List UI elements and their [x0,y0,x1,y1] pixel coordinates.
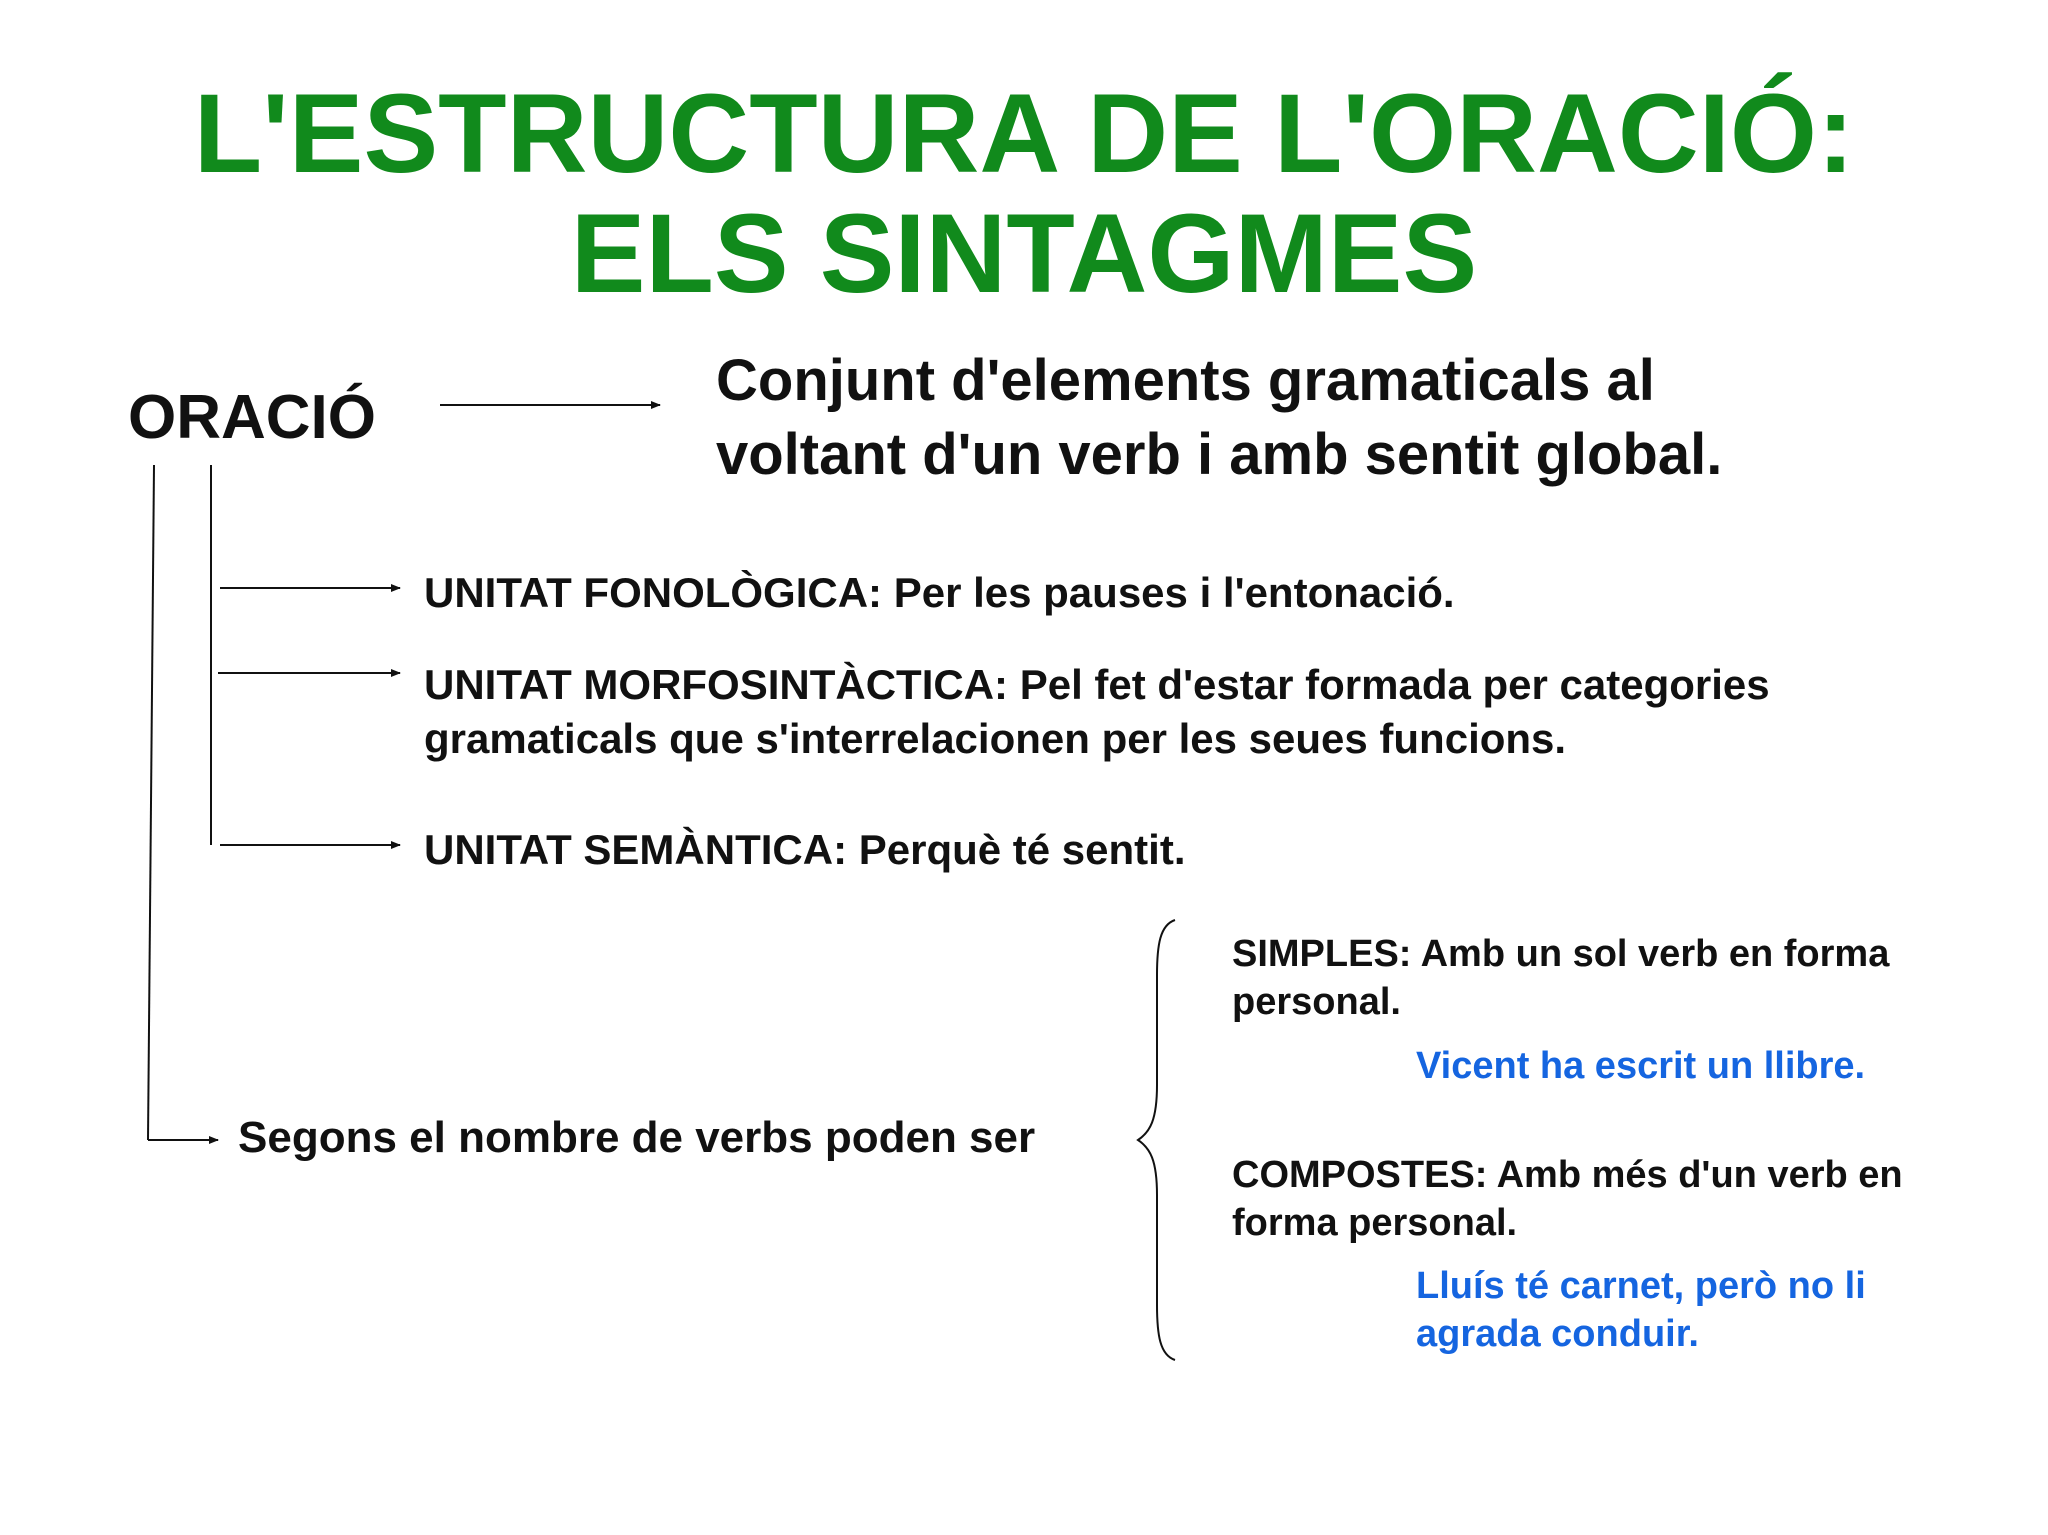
unit-morfosintactica [424,658,1770,766]
unit-fonologica [424,566,1455,620]
compostes-block [1232,1151,1903,1247]
simples-block [1232,930,1889,1026]
compostes-line-2: forma personal. [1232,1202,1518,1244]
segons-label: Segons el nombre de verbs poden ser [238,1113,1036,1162]
unit-semantica [424,823,1185,877]
unit-morfosintactica-label: UNITAT MORFOSINTÀCTICA: [424,661,1009,708]
compostes-example [1416,1262,1866,1358]
curly-brace [1138,920,1175,1360]
unit-morfosintactica-text-2: gramaticals que s'interrelacionen per les seues funcions. [424,715,1567,762]
simples-line-1: SIMPLES: Amb un sol verb en forma [1232,933,1890,975]
compostes-example-line-1: Lluís té carnet, però no li [1416,1265,1866,1307]
definition-line-2: voltant d'un verb i amb sentit global. [716,422,1723,487]
simples-line-2: personal. [1232,981,1401,1023]
unit-fonologica-text: Per les pauses i l'entonació. [882,569,1455,616]
unit-semantica-label: UNITAT SEMÀNTICA: [424,826,848,873]
definition-line-1: Conjunt d'elements gramaticals al [716,348,1655,413]
unit-semantica-text: Perquè té sentit. [847,826,1186,873]
unit-fonologica-label: UNITAT FONOLÒGICA: [424,569,883,616]
outer-vertical-line [148,465,154,1140]
title-line-1: L'ESTRUCTURA DE L'ORACIÓ: [193,71,1855,196]
oracio-label: ORACIÓ [128,383,376,452]
simples-example: Vicent ha escrit un llibre. [1416,1045,1866,1087]
compostes-line-1: COMPOSTES: Amb més d'un verb en [1232,1154,1903,1196]
compostes-example-line-2: agrada conduir. [1416,1313,1699,1355]
unit-morfosintactica-text: Pel fet d'estar formada per categories [1008,661,1770,708]
title-line-2: ELS SINTAGMES [570,191,1478,316]
